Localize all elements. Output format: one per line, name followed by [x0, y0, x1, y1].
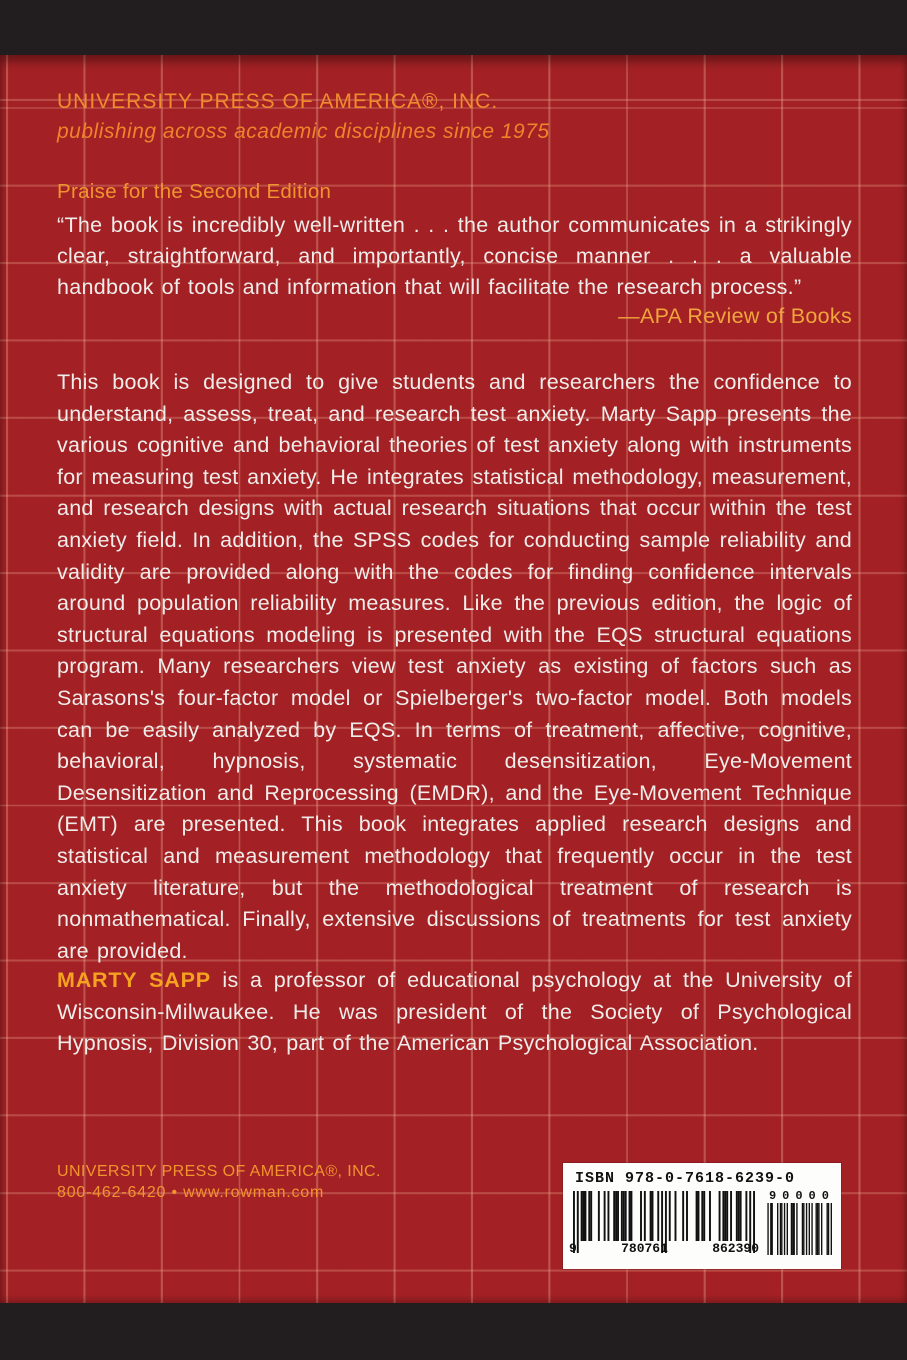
supplement-digits: 9 0 0 0 0 — [768, 1189, 829, 1203]
praise-attribution: —APA Review of Books — [618, 304, 852, 328]
footer-publisher-name: UNIVERSITY PRESS OF AMERICA®, INC. — [57, 1163, 381, 1180]
praise-quote: “The book is incredibly well-written . . . the author communicates in a strikingly clear, straightforward, and importantly, concise manner . . . a valuable handbook of tools and information that will facilitate the research process.” — [57, 213, 852, 300]
ean13-digit-group1: 780761 — [621, 1241, 668, 1256]
publisher-tagline: publishing across academic disciplines since 1975 — [57, 120, 550, 143]
red-grid-panel — [0, 55, 907, 1303]
praise-heading: Praise for the Second Edition — [57, 180, 332, 203]
book-description: This book is designed to give students and researchers the confidence to understand, assess, treat, and research test anxiety. Marty Sapp presents the various cognitive and behavioral theories of test anxiety along with instruments for measuring test anxiety. He integrates statistical methodology, measurement, and research designs with actual research situations that occur within the test anxiety field. In addition, the SPSS codes for conducting sample reliability and validity are provided along with the codes for finding confidence intervals around population reliability measures. Like the previous edition, the logic of structural equations modeling is presented with the EQS structural equations program. Many researchers view test anxiety as existing of factors such as Sarasons's four-factor model or Spielberger's two-factor model. Both models can be easily analyzed by EQS. In terms of treatment, affective, cognitive, behavioral, hypnosis, systematic desensitization, Eye-Movement Desensitization and Reprocessing (EMDR), and the Eye-Movement Technique (EMT) are presented. This book integrates applied research designs and statistical and measurement methodology that frequently occur in the test anxiety literature, but the methodological treatment of research is nonmathematical. Finally, extensive discussions of treatments for test anxiety are provided. — [57, 370, 852, 963]
footer-contact: 800-462-6420 • www.rowman.com — [57, 1184, 325, 1201]
ean13-digit-lead: 9 — [569, 1241, 577, 1256]
isbn-barcode-box — [563, 1163, 841, 1269]
author-bio — [57, 965, 852, 1060]
isbn-label: ISBN 978-0-7618-6239-0 — [575, 1170, 796, 1187]
publisher-header: UNIVERSITY PRESS OF AMERICA®, INC. — [57, 90, 499, 113]
author-name: MARTY SAPP — [57, 968, 211, 992]
ean13-digit-group2: 862390 — [712, 1241, 759, 1256]
supplement-barcode — [766, 1203, 832, 1255]
author-bio-text: is a professor of educational psychology at the University of Wisconsin-Milwaukee. He was president of the Society of Psychological Hypnosis, Division 30, part of the American Psychological Association. — [57, 968, 852, 1056]
footer-publisher-block — [57, 1161, 381, 1203]
ean13-digits — [569, 1241, 759, 1256]
